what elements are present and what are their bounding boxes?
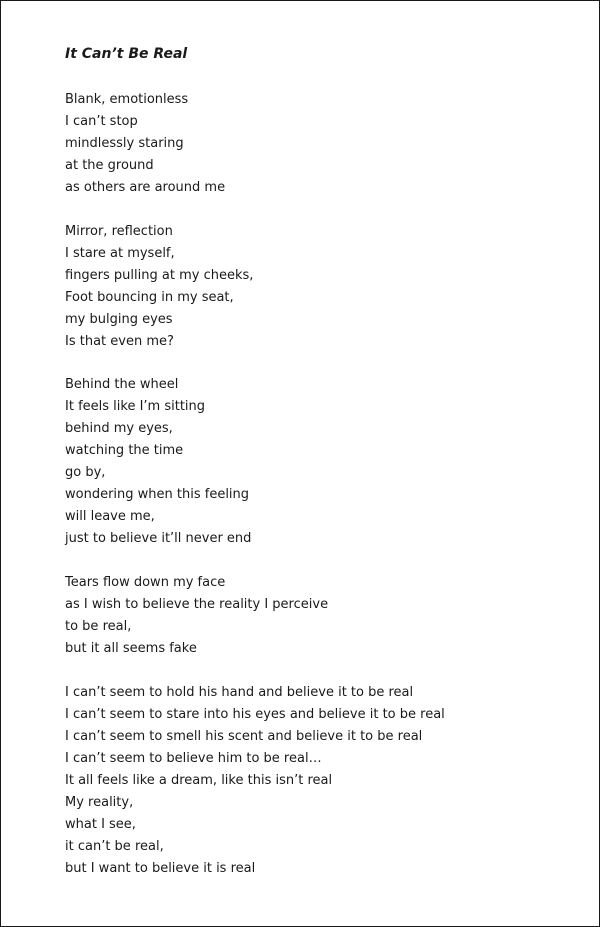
poem-line: watching the time — [65, 443, 184, 458]
poem-line: wondering when this feeling — [65, 487, 250, 502]
poem-line: I can’t seem to stare into his eyes and believe it to be real — [65, 707, 445, 722]
poem-line: I can’t seem to believe him to be real… — [65, 751, 322, 766]
poem-line: as others are around me — [65, 180, 226, 195]
poem-line: but I want to believe it is real — [65, 861, 256, 876]
poem-line: it can’t be real, — [65, 839, 164, 854]
poem-line: what I see, — [65, 817, 136, 832]
poem-line: my bulging eyes — [65, 312, 173, 327]
poem-line: My reality, — [65, 795, 134, 810]
poem-line: behind my eyes, — [65, 421, 173, 436]
poem-line: as I wish to believe the reality I perceive — [65, 597, 329, 612]
poem-line: go by, — [65, 465, 106, 480]
stanza-3 — [65, 374, 251, 550]
poem-line: fingers pulling at my cheeks, — [65, 268, 254, 283]
poem-line: to be real, — [65, 619, 132, 634]
poem-line: Tears flow down my face — [65, 575, 226, 590]
poem-title: It Can’t Be Real — [65, 46, 188, 62]
poem-line: will leave me, — [65, 509, 155, 524]
poem-line: I stare at myself, — [65, 246, 175, 261]
poem-line: It feels like I’m sitting — [65, 399, 206, 414]
poem-line: I can’t stop — [65, 114, 138, 129]
poem-line: Behind the wheel — [65, 377, 179, 392]
poem-line: mindlessly staring — [65, 136, 184, 151]
poem-line: Foot bouncing in my seat, — [65, 290, 234, 305]
poem-line: just to believe it’ll never end — [65, 531, 252, 546]
stanza-5 — [65, 682, 445, 880]
poem-line: It all feels like a dream, like this isn’t real — [65, 773, 333, 788]
poem-line: but it all seems fake — [65, 641, 197, 656]
poem-line: Blank, emotionless — [65, 92, 189, 107]
stanza-4 — [65, 572, 328, 660]
poem-line: Mirror, reflection — [65, 224, 173, 239]
poem-line: Is that even me? — [65, 334, 174, 349]
poem-line: I can’t seem to smell his scent and believe it to be real — [65, 729, 423, 744]
stanza-1 — [65, 89, 225, 199]
poem-line: at the ground — [65, 158, 154, 173]
poem-line: I can’t seem to hold his hand and believe it to be real — [65, 685, 414, 700]
stanza-2 — [65, 221, 253, 353]
